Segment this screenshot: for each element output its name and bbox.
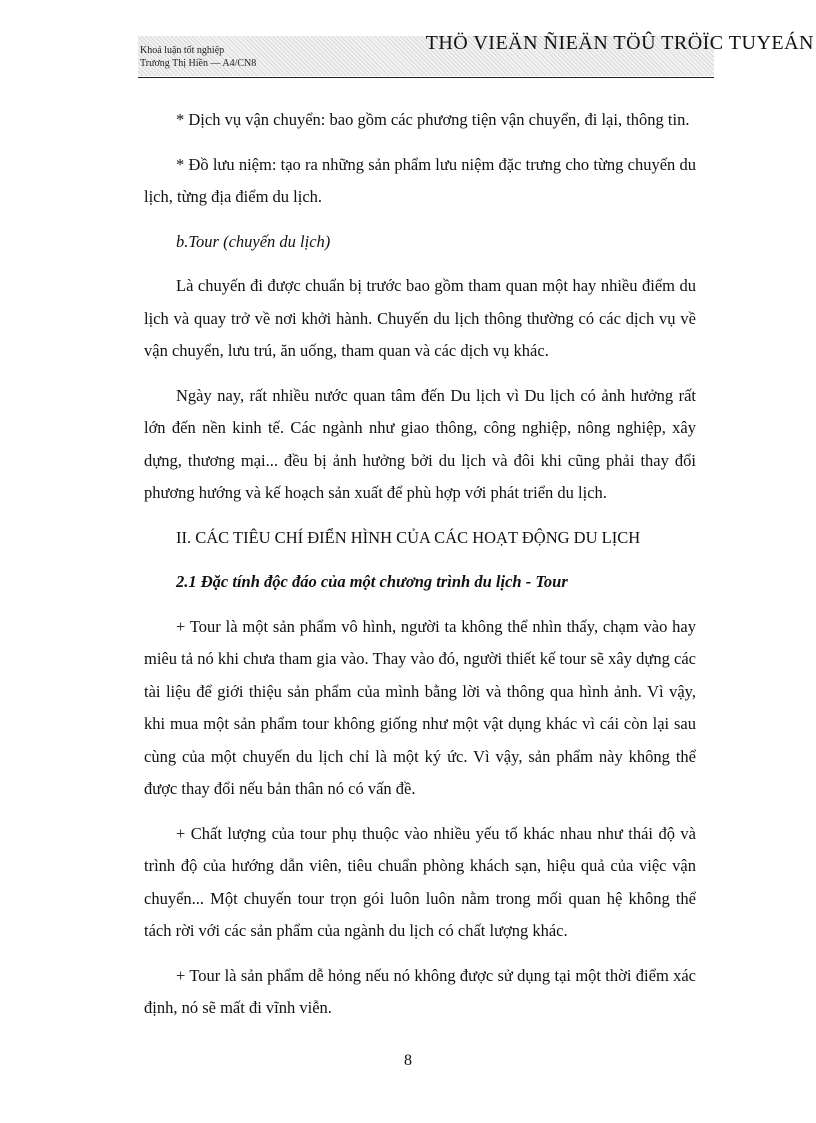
section-heading: II. CÁC TIÊU CHÍ ĐIỂN HÌNH CỦA CÁC HOẠT ĐỘNG DU LỊCH (176, 527, 641, 547)
paragraph-tourism-impact: Ngày nay, rất nhiều nước quan tâm đến Du lịch vì Du lịch có ảnh hưởng rất lớn đến nền kinh tế. Các ngành như giao thông, công nghiệp, nông nghiệp, xây dựng, thương mại... đều bị ảnh hưởng bởi du lịch và đôi khi cũng phải thay đổi phương hướng và kế hoạch sản xuất để phù hợp với phát triển du lịch. (144, 385, 696, 502)
paragraph-transport: * Dịch vụ vận chuyển: bao gồm các phương tiện vận chuyển, đi lại, thông tin. (176, 110, 690, 129)
subsection-heading: 2.1 Đặc tính độc đáo của một chương trình du lịch - Tour (176, 572, 568, 591)
paragraph-perishable: + Tour là sản phẩm dễ hỏng nếu nó không được sử dụng tại một thời điểm xác định, nó sẽ mất đi vĩnh viễn. (144, 965, 696, 1017)
paragraph-intangible: + Tour là một sản phẩm vô hình, người ta không thể nhìn thấy, chạm vào hay miêu tả nó khi chưa tham gia vào. Thay vào đó, người thiết kế tour sẽ xây dựng các tài liệu để giới thiệu sản phẩm của mình bằng lời và thông qua hình ảnh. Vì vậy, khi mua một sản phẩm tour không giống như một vật dụng khác vì cái còn lại sau cùng của một chuyến du lịch chỉ là một ký ức. Vì vậy, sản phẩm này không thể được thay đổi nếu bản thân nó có vấn đề. (144, 616, 696, 798)
paragraph-tour-definition: Là chuyến đi được chuẩn bị trước bao gồm tham quan một hay nhiều điểm du lịch và quay trở về nơi khởi hành. Chuyến du lịch thông thường có các dịch vụ về vận chuyển, lưu trú, ăn uống, tham quan và các dịch vụ khác. (144, 276, 696, 360)
page-body (144, 104, 696, 1037)
paragraph-souvenir: * Đồ lưu niệm: tạo ra những sản phẩm lưu niệm đặc trưng cho từng chuyến du lịch, từng địa điểm du lịch. (144, 154, 696, 206)
author-label: Trương Thị Hiền — A4/CN8 (140, 58, 257, 69)
library-title: THÖ VIEÄN ÑIEÄN TÖÛ TRÖÏC TUYEÁN (425, 32, 814, 54)
thesis-label: Khoá luận tốt nghiệp (140, 45, 225, 56)
header-meta (140, 44, 256, 70)
paragraph-quality: + Chất lượng của tour phụ thuộc vào nhiều yếu tố khác nhau như thái độ và trình độ của hướng dẫn viên, tiêu chuẩn phòng khách sạn, hiệu quả của việc vận chuyển... Một chuyến tour trọn gói luôn luôn nằm trong mối quan hệ không thể tách rời với các sản phẩm của ngành du lịch có chất lượng khác. (144, 823, 696, 940)
header-divider (138, 77, 714, 78)
heading-tour: b.Tour (chuyến du lịch) (176, 231, 331, 251)
page-number: 8 (404, 1052, 412, 1069)
